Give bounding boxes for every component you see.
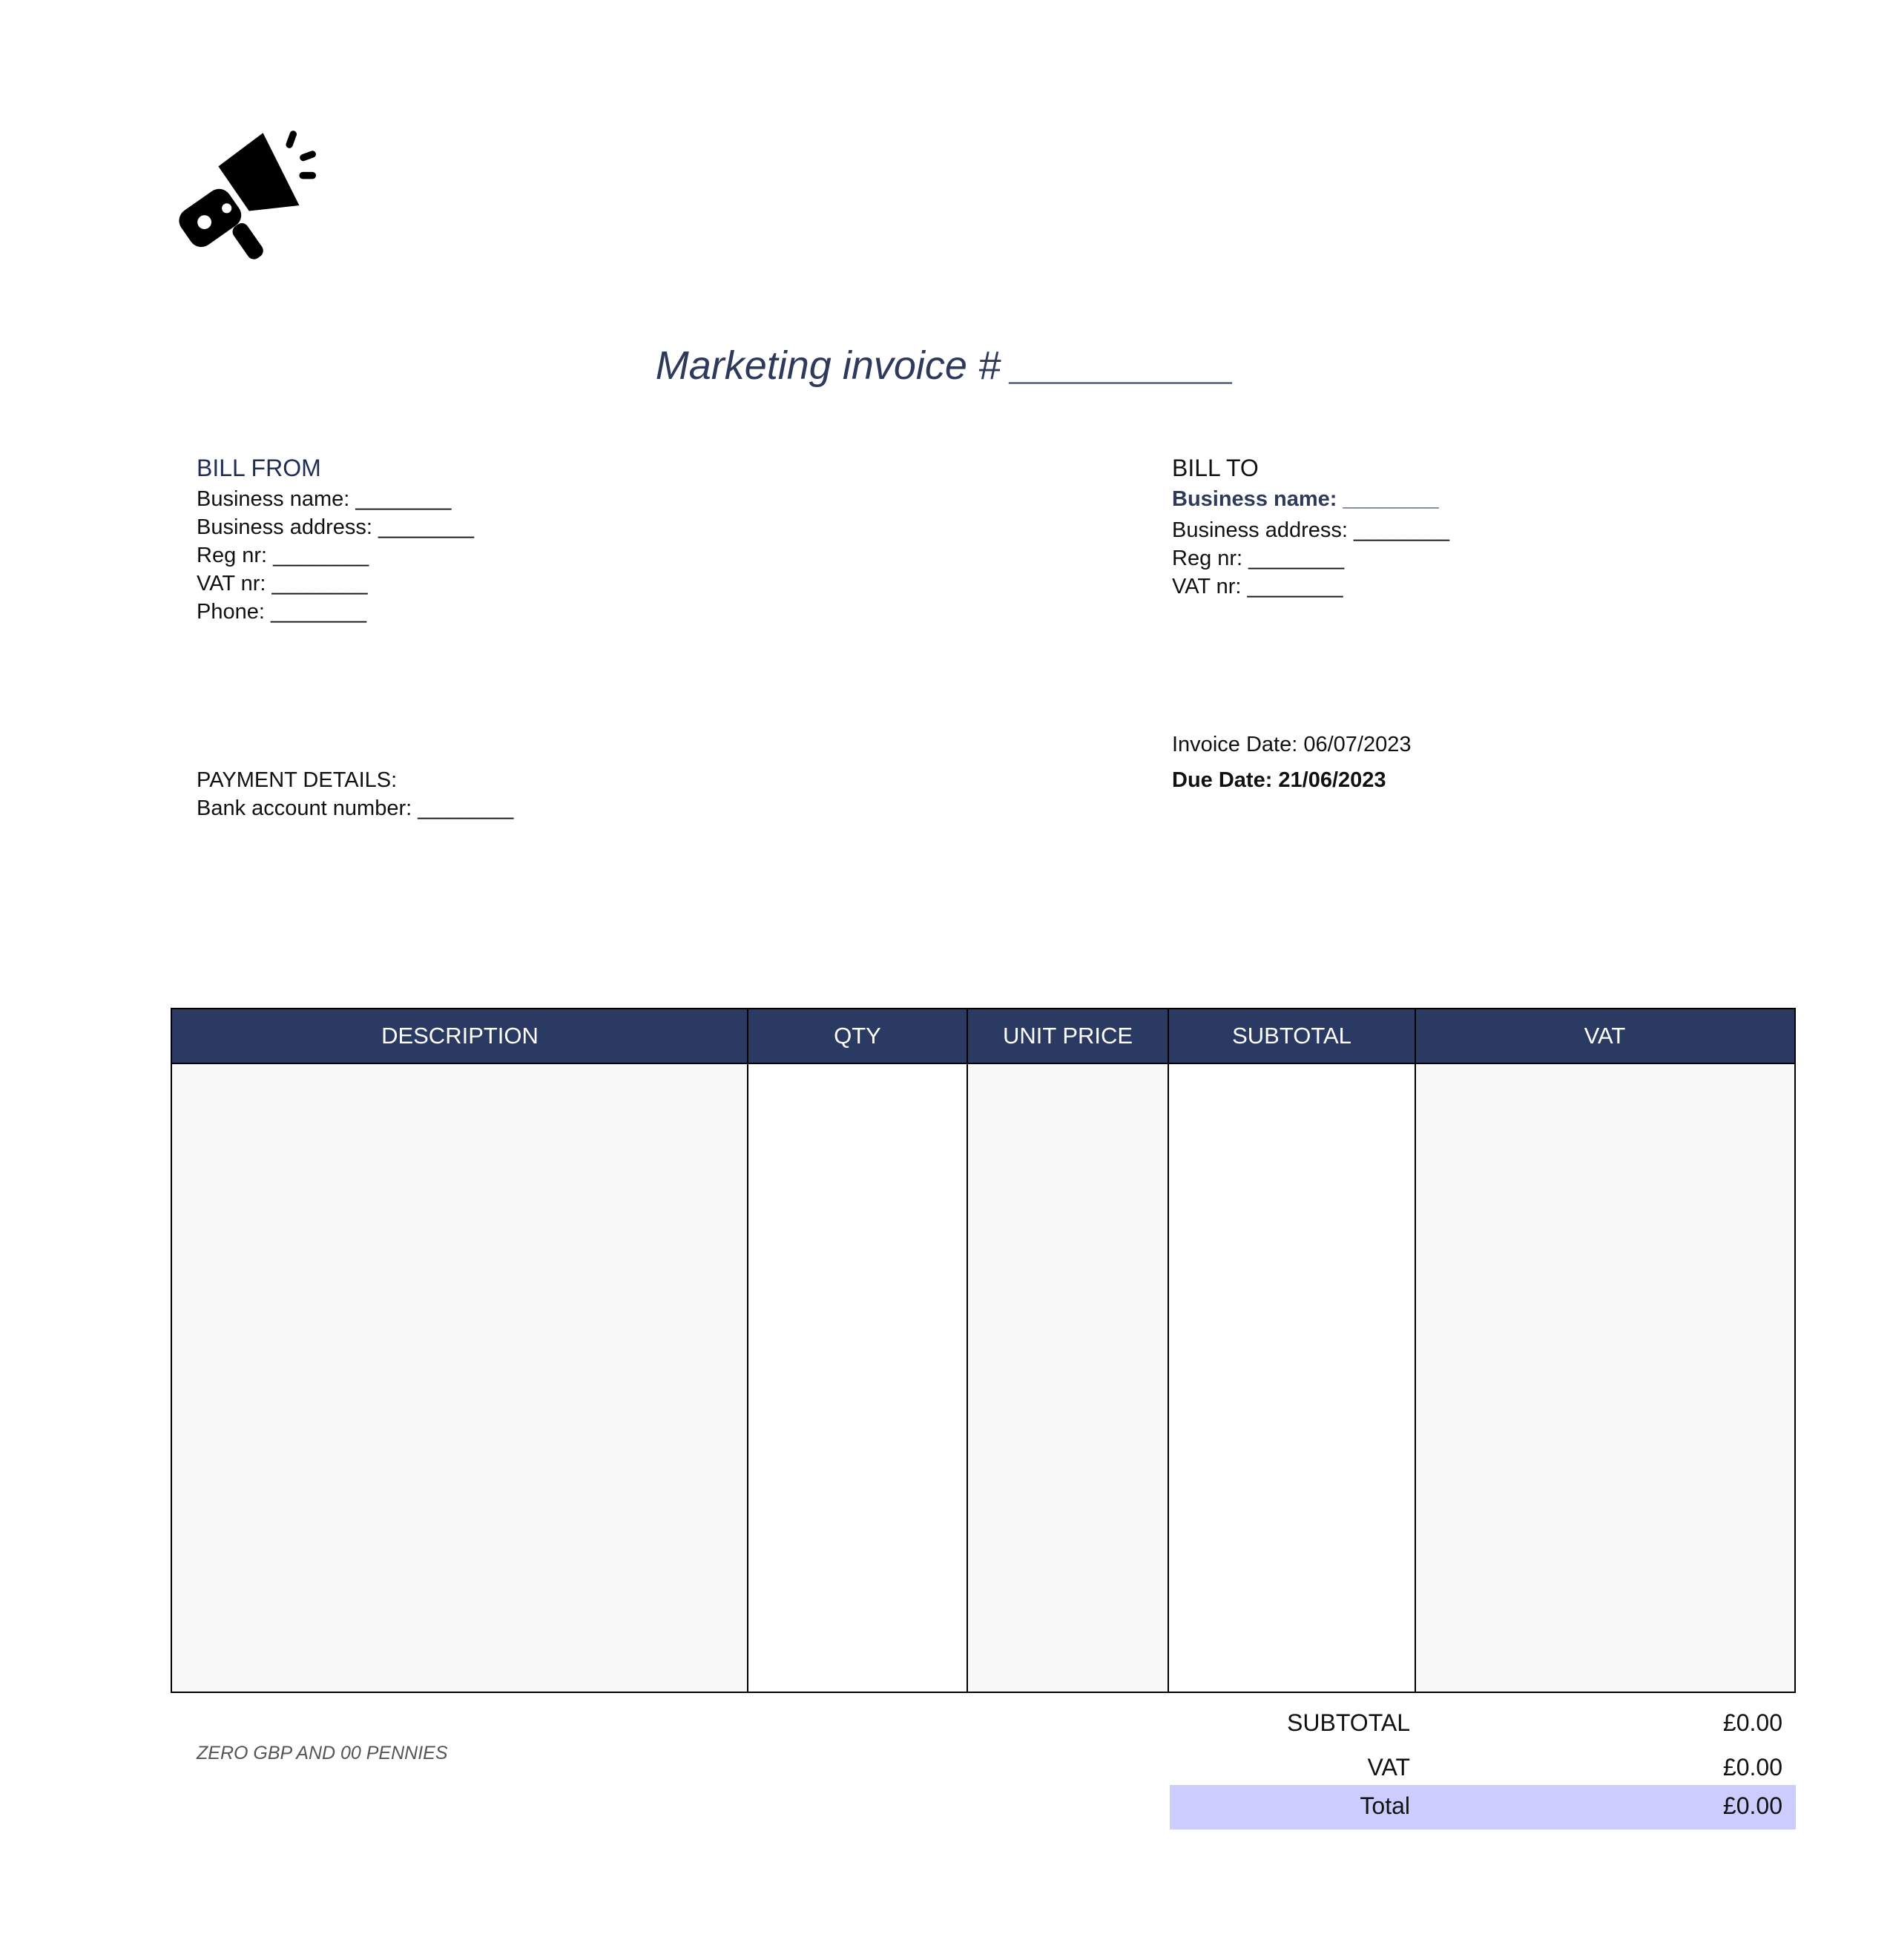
header-unit-price: UNIT PRICE [1002,1023,1133,1049]
header-vat: VAT [1584,1023,1626,1049]
vat-value: £0.00 [1722,1754,1782,1781]
bill-to-heading: BILL TO [1172,455,1259,481]
invoice-title: Marketing invoice # __________ [655,343,1235,388]
header-subtotal: SUBTOTAL [1232,1023,1351,1049]
bill-to-vat-nr: VAT nr: ________ [1172,575,1343,598]
unit-price-column [967,1064,1168,1692]
bill-to-reg-nr: Reg nr: ________ [1172,547,1345,570]
header-description: DESCRIPTION [381,1023,539,1049]
bill-from-vat-nr: VAT nr: ________ [197,572,368,595]
total-row [1170,1785,1796,1829]
invoice-dates [1172,730,1411,794]
bill-to-section [1172,454,1449,601]
total-label: Total [1360,1792,1410,1819]
vat-label: VAT [1367,1754,1410,1781]
description-column [172,1064,748,1692]
payment-heading: PAYMENT DETAILS: [197,768,398,792]
table-header [172,1009,1794,1064]
header-qty: QTY [834,1023,881,1049]
invoice-date: Invoice Date: 06/07/2023 [1172,733,1412,756]
amount-in-words: ZERO GBP AND 00 PENNIES [197,1743,448,1763]
subtotal-label: SUBTOTAL [1287,1709,1410,1736]
column-divider [967,1009,968,1692]
bill-from-business-name: Business name: ________ [197,487,452,511]
bill-to-business-name: Business name: ________ [1172,487,1439,511]
vat-column [1415,1064,1794,1692]
subtotal-value: £0.00 [1722,1709,1782,1736]
qty-column [748,1064,967,1692]
bill-to-business-address: Business address: ________ [1172,518,1450,542]
megaphone-icon [177,125,316,264]
payment-details [197,766,513,822]
column-divider [747,1009,748,1692]
bank-account-number: Bank account number: ________ [197,796,514,820]
subtotal-column [1168,1064,1415,1692]
bill-from-phone: Phone: ________ [197,600,366,624]
column-divider [1168,1009,1169,1692]
bill-from-reg-nr: Reg nr: ________ [197,544,369,567]
vat-row [1170,1746,1796,1791]
total-value: £0.00 [1722,1792,1782,1819]
column-divider [1415,1009,1416,1692]
items-table [171,1008,1796,1693]
bill-from-business-address: Business address: ________ [197,515,475,539]
subtotal-row [1170,1702,1796,1746]
bill-from-section [197,454,474,626]
bill-from-heading: BILL FROM [197,455,321,481]
due-date: Due Date: 21/06/2023 [1172,768,1386,792]
